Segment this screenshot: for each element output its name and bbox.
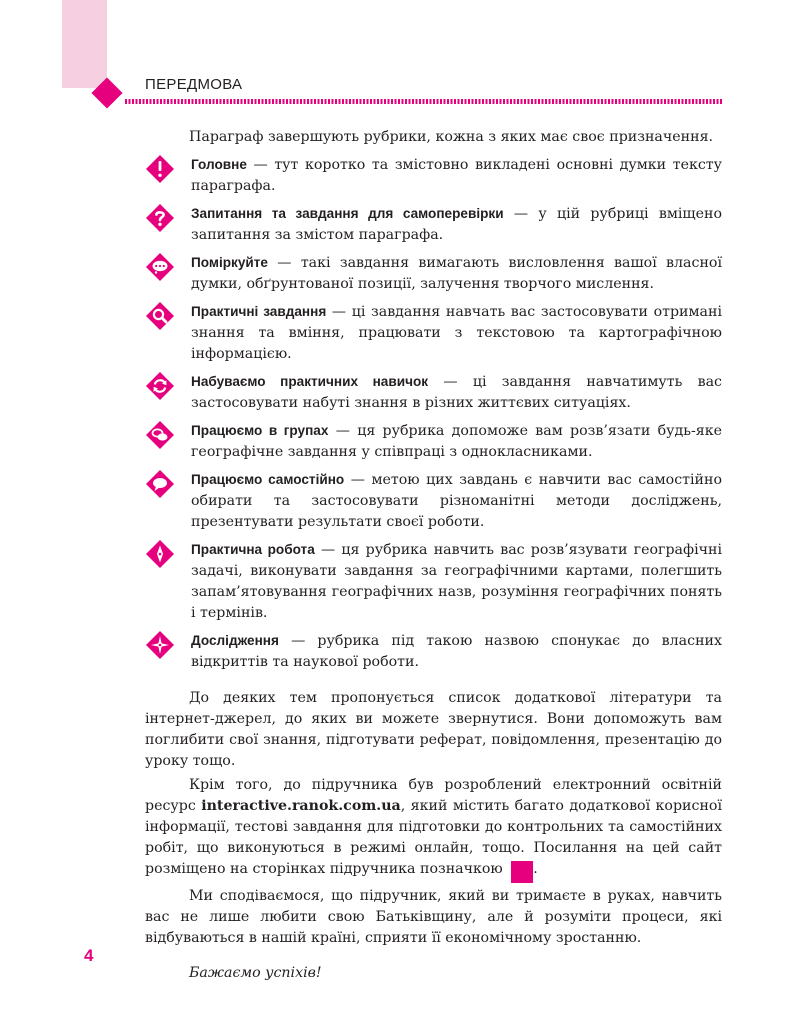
header-dotted-divider (125, 99, 722, 104)
refresh-icon (145, 371, 175, 401)
resource-paragraph (145, 775, 722, 883)
rubric-main (145, 154, 722, 197)
rubric-name: Практична робота (191, 542, 315, 557)
rubric-name: Набуваємо практичних навичок (191, 374, 429, 389)
resource-text-end: . (533, 861, 538, 877)
literature-paragraph: До деяких тем пропонується список додаткової літератури та інтернет-джерел, до яких ви можете звернутися. Вони допоможуть вам поглибити свої знання, підготувати реферат, повідомлення, презентацію до уроку тощо. (145, 690, 722, 769)
hope-paragraph: Ми сподіваємося, що підручник, який ви тримаєте в руках, навчить вас не лише любити свою Батьківщину, але й розуміти процеси, які відбуваються в нашій країні, сприяти її економічному зростанню. (145, 888, 722, 946)
rubric-independent-work (145, 469, 722, 533)
intro-paragraph: Параграф завершують рубрики, кожна з яких має своє призначення. (189, 129, 714, 145)
rubric-research (145, 630, 722, 673)
closing-wish: Бажаємо успіхів! (189, 965, 322, 981)
resource-text-after: , який містить багато додаткової корисної інформації, тестові завдання для підготовки до контрольних та самостійних робіт, що виконуються в режимі онлайн, тощо. Посилання на цей сайт розміщено на сторінках підручника позначкою (145, 798, 722, 877)
resource-site-link[interactable]: interactive.ranok.com.ua (201, 798, 401, 814)
page-content (145, 127, 722, 984)
rubric-self-check (145, 203, 722, 246)
rubric-description: — метою цих завдань є навчити вас самостійно обирати та застосовувати різноманітні методи досліджень, презентувати результати своєї роботи. (191, 472, 723, 530)
resource-text-before: Крім того, до підручника був розроблений електронний освітній ресурс (145, 777, 722, 814)
rubric-name: Поміркуйте (191, 255, 268, 270)
rubric-name: Практичні завдання (191, 304, 327, 319)
rubric-group-work (145, 420, 722, 463)
exclamation-icon (145, 154, 175, 184)
rubric-description: — ці завдання навчатимуть вас застосовувати набуті знання в різних життєвих ситуаціях. (191, 374, 723, 411)
question-icon (145, 203, 175, 233)
rubric-name: Працюємо в групах (191, 423, 329, 438)
rubric-name: Працюємо самостійно (191, 472, 345, 487)
compass-rose-icon (145, 630, 175, 660)
page-header-title: ПЕРЕДМОВА (145, 76, 243, 93)
header-pink-bar (62, 0, 107, 88)
rubric-think (145, 252, 722, 295)
rubric-practical-work (145, 539, 722, 624)
rubric-name: Запитання та завдання для самоперевірки (191, 206, 504, 221)
speech-bubble-icon (145, 469, 175, 499)
rubric-description: — у цій рубриці вміщено запитання за змістом параграфа. (191, 206, 722, 243)
rubric-description: — такі завдання вимагають висловлення вашої власної думки, обґрунтованої позиції, залучення творчого мислення. (191, 255, 722, 292)
rubric-name: Головне (191, 157, 247, 172)
rubric-skills (145, 371, 722, 414)
magnifier-icon (145, 301, 175, 331)
rubric-description: — ці завдання навчать вас застосовувати отримані знання та вміння, працювати з текстовою та картографічною інформацією. (191, 304, 722, 362)
rubric-practical-tasks (145, 301, 722, 365)
rubric-description: — тут коротко та змістовно викладені основні думки тексту параграфа. (191, 157, 722, 194)
interactive-info-icon: i (511, 861, 533, 883)
compass-needle-icon (145, 539, 175, 569)
rubric-name: Дослідження (191, 633, 279, 648)
rubric-description: — ця рубрика навчить вас розв’язувати географічні задачі, виконувати завдання за географічними картами, полегшить запам’ятовування географічних назв, розуміння географічних понять і термінів. (191, 542, 723, 621)
chat-bubbles-icon (145, 420, 175, 450)
thought-bubble-icon (145, 252, 175, 282)
page-number: 4 (84, 946, 94, 965)
rubric-description: — ця рубрика допоможе вам розв’язати будь-яке географічне завдання у співпраці з однокласниками. (191, 423, 722, 460)
rubric-description: — рубрика під такою назвою спонукає до власних відкриттів та наукової роботи. (191, 633, 722, 670)
